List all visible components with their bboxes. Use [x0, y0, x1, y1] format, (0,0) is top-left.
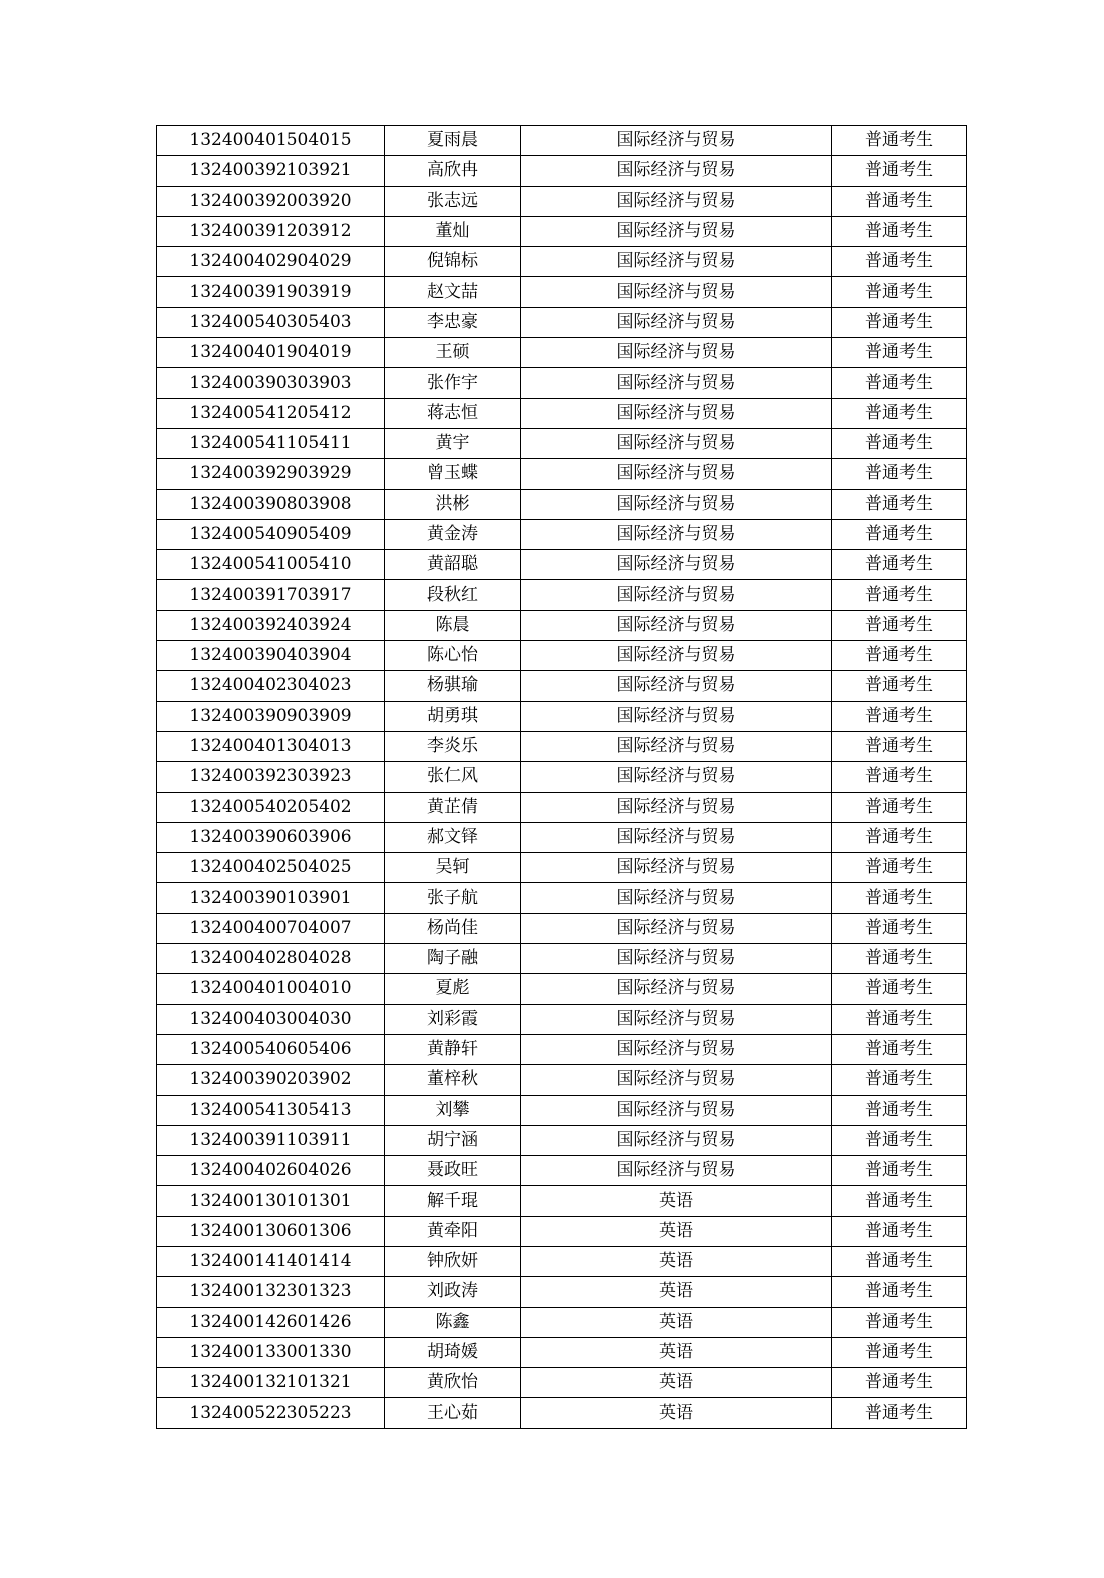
candidate-name-cell: 黄芷倩: [385, 792, 521, 822]
candidate-id-cell: 132400141401414: [157, 1246, 385, 1276]
major-cell: 国际经济与贸易: [521, 186, 832, 216]
major-cell: 国际经济与贸易: [521, 701, 832, 731]
table-row: [157, 1368, 967, 1398]
candidate-type-cell: 普通考生: [832, 610, 967, 640]
major-cell: 国际经济与贸易: [521, 550, 832, 580]
candidate-id-cell: 132400540305403: [157, 307, 385, 337]
candidate-id-cell: 132400390103901: [157, 883, 385, 913]
candidate-type-cell: 普通考生: [832, 1368, 967, 1398]
major-cell: 国际经济与贸易: [521, 883, 832, 913]
major-cell: 英语: [521, 1368, 832, 1398]
major-cell: 国际经济与贸易: [521, 519, 832, 549]
major-cell: 国际经济与贸易: [521, 247, 832, 277]
candidate-id-cell: 132400392403924: [157, 610, 385, 640]
candidate-name-cell: 董灿: [385, 216, 521, 246]
major-cell: 国际经济与贸易: [521, 641, 832, 671]
candidate-id-cell: 132400400704007: [157, 913, 385, 943]
major-cell: 国际经济与贸易: [521, 368, 832, 398]
major-cell: 国际经济与贸易: [521, 1156, 832, 1186]
major-cell: 国际经济与贸易: [521, 853, 832, 883]
candidate-id-cell: 132400401504015: [157, 126, 385, 156]
candidate-name-cell: 李炎乐: [385, 731, 521, 761]
table-row: [157, 731, 967, 761]
candidate-name-cell: 赵文喆: [385, 277, 521, 307]
candidate-id-cell: 132400390903909: [157, 701, 385, 731]
table-row: [157, 1307, 967, 1337]
candidate-type-cell: 普通考生: [832, 1065, 967, 1095]
table-row: [157, 398, 967, 428]
table-row: [157, 1337, 967, 1367]
candidate-type-cell: 普通考生: [832, 216, 967, 246]
table-row: [157, 519, 967, 549]
candidate-type-cell: 普通考生: [832, 338, 967, 368]
candidate-name-cell: 胡宁涵: [385, 1125, 521, 1155]
candidate-id-cell: 132400392303923: [157, 762, 385, 792]
major-cell: 国际经济与贸易: [521, 671, 832, 701]
major-cell: 国际经济与贸易: [521, 459, 832, 489]
candidate-id-cell: 132400142601426: [157, 1307, 385, 1337]
candidate-id-cell: 132400540905409: [157, 519, 385, 549]
candidate-id-cell: 132400132101321: [157, 1368, 385, 1398]
table-row: [157, 701, 967, 731]
table-row: [157, 974, 967, 1004]
candidate-id-cell: 132400392903929: [157, 459, 385, 489]
candidate-name-cell: 张子航: [385, 883, 521, 913]
candidate-type-cell: 普通考生: [832, 974, 967, 1004]
candidate-name-cell: 夏彪: [385, 974, 521, 1004]
table-row: [157, 1095, 967, 1125]
candidate-id-cell: 132400390203902: [157, 1065, 385, 1095]
table-row: [157, 853, 967, 883]
candidate-name-cell: 黄韶聪: [385, 550, 521, 580]
major-cell: 英语: [521, 1307, 832, 1337]
candidate-type-cell: 普通考生: [832, 1004, 967, 1034]
candidate-type-cell: 普通考生: [832, 762, 967, 792]
candidate-name-cell: 蒋志恒: [385, 398, 521, 428]
candidate-name-cell: 高欣冉: [385, 156, 521, 186]
candidate-type-cell: 普通考生: [832, 944, 967, 974]
table-row: [157, 368, 967, 398]
candidate-id-cell: 132400541005410: [157, 550, 385, 580]
candidate-id-cell: 132400402504025: [157, 853, 385, 883]
candidate-name-cell: 黄宇: [385, 428, 521, 458]
candidate-type-cell: 普通考生: [832, 126, 967, 156]
major-cell: 国际经济与贸易: [521, 1095, 832, 1125]
major-cell: 国际经济与贸易: [521, 216, 832, 246]
candidate-name-cell: 张志远: [385, 186, 521, 216]
candidate-type-cell: 普通考生: [832, 1216, 967, 1246]
table-row: [157, 156, 967, 186]
candidate-name-cell: 钟欣妍: [385, 1246, 521, 1276]
table-row: [157, 762, 967, 792]
candidate-name-cell: 黄静轩: [385, 1034, 521, 1064]
candidate-name-cell: 曾玉蝶: [385, 459, 521, 489]
candidate-type-cell: 普通考生: [832, 368, 967, 398]
candidate-id-cell: 132400403004030: [157, 1004, 385, 1034]
candidate-name-cell: 黄金涛: [385, 519, 521, 549]
candidate-id-cell: 132400390803908: [157, 489, 385, 519]
candidate-id-cell: 132400540205402: [157, 792, 385, 822]
table-row: [157, 1065, 967, 1095]
candidate-id-cell: 132400402904029: [157, 247, 385, 277]
table-row: [157, 186, 967, 216]
major-cell: 国际经济与贸易: [521, 1034, 832, 1064]
major-cell: 英语: [521, 1186, 832, 1216]
candidate-name-cell: 王硕: [385, 338, 521, 368]
candidate-type-cell: 普通考生: [832, 1307, 967, 1337]
candidate-type-cell: 普通考生: [832, 913, 967, 943]
major-cell: 英语: [521, 1337, 832, 1367]
table-row: [157, 641, 967, 671]
major-cell: 英语: [521, 1398, 832, 1428]
candidate-type-cell: 普通考生: [832, 1246, 967, 1276]
major-cell: 国际经济与贸易: [521, 277, 832, 307]
candidate-type-cell: 普通考生: [832, 1034, 967, 1064]
candidate-id-cell: 132400541105411: [157, 428, 385, 458]
candidate-name-cell: 张作宇: [385, 368, 521, 398]
candidate-type-cell: 普通考生: [832, 1186, 967, 1216]
candidate-table-body: [157, 126, 967, 1429]
candidate-id-cell: 132400401904019: [157, 338, 385, 368]
candidate-type-cell: 普通考生: [832, 428, 967, 458]
candidate-type-cell: 普通考生: [832, 641, 967, 671]
major-cell: 国际经济与贸易: [521, 580, 832, 610]
candidate-id-cell: 132400130101301: [157, 1186, 385, 1216]
candidate-name-cell: 张仁风: [385, 762, 521, 792]
major-cell: 国际经济与贸易: [521, 489, 832, 519]
table-row: [157, 944, 967, 974]
candidate-type-cell: 普通考生: [832, 1095, 967, 1125]
candidate-name-cell: 刘彩霞: [385, 1004, 521, 1034]
table-row: [157, 1034, 967, 1064]
candidate-name-cell: 吴轲: [385, 853, 521, 883]
candidate-name-cell: 陈鑫: [385, 1307, 521, 1337]
table-row: [157, 1216, 967, 1246]
candidate-type-cell: 普通考生: [832, 883, 967, 913]
candidate-name-cell: 刘政涛: [385, 1277, 521, 1307]
table-row: [157, 1125, 967, 1155]
candidate-type-cell: 普通考生: [832, 580, 967, 610]
candidate-id-cell: 132400391703917: [157, 580, 385, 610]
major-cell: 国际经济与贸易: [521, 398, 832, 428]
major-cell: 国际经济与贸易: [521, 762, 832, 792]
table-row: [157, 580, 967, 610]
table-row: [157, 307, 967, 337]
major-cell: 英语: [521, 1277, 832, 1307]
table-row: [157, 338, 967, 368]
candidate-id-cell: 132400402604026: [157, 1156, 385, 1186]
candidate-type-cell: 普通考生: [832, 489, 967, 519]
candidate-id-cell: 132400133001330: [157, 1337, 385, 1367]
table-row: [157, 277, 967, 307]
candidate-id-cell: 132400540605406: [157, 1034, 385, 1064]
table-row: [157, 822, 967, 852]
candidate-name-cell: 陈晨: [385, 610, 521, 640]
candidate-table: [156, 125, 967, 1429]
major-cell: 英语: [521, 1246, 832, 1276]
candidate-name-cell: 倪锦标: [385, 247, 521, 277]
candidate-id-cell: 132400390403904: [157, 641, 385, 671]
candidate-name-cell: 聂政旺: [385, 1156, 521, 1186]
candidate-name-cell: 李忠豪: [385, 307, 521, 337]
candidate-id-cell: 132400402304023: [157, 671, 385, 701]
table-row: [157, 428, 967, 458]
candidate-type-cell: 普通考生: [832, 277, 967, 307]
candidate-name-cell: 杨尚佳: [385, 913, 521, 943]
candidate-name-cell: 解千琨: [385, 1186, 521, 1216]
candidate-type-cell: 普通考生: [832, 792, 967, 822]
table-row: [157, 489, 967, 519]
candidate-type-cell: 普通考生: [832, 398, 967, 428]
major-cell: 国际经济与贸易: [521, 307, 832, 337]
table-row: [157, 1186, 967, 1216]
candidate-type-cell: 普通考生: [832, 853, 967, 883]
candidate-id-cell: 132400402804028: [157, 944, 385, 974]
table-row: [157, 1246, 967, 1276]
candidate-name-cell: 陶子融: [385, 944, 521, 974]
major-cell: 国际经济与贸易: [521, 126, 832, 156]
candidate-id-cell: 132400391903919: [157, 277, 385, 307]
table-row: [157, 216, 967, 246]
major-cell: 国际经济与贸易: [521, 1125, 832, 1155]
candidate-id-cell: 132400390303903: [157, 368, 385, 398]
candidate-type-cell: 普通考生: [832, 307, 967, 337]
candidate-id-cell: 132400130601306: [157, 1216, 385, 1246]
major-cell: 英语: [521, 1216, 832, 1246]
table-row: [157, 1004, 967, 1034]
candidate-type-cell: 普通考生: [832, 1398, 967, 1428]
candidate-id-cell: 132400392003920: [157, 186, 385, 216]
candidate-name-cell: 刘攀: [385, 1095, 521, 1125]
major-cell: 国际经济与贸易: [521, 822, 832, 852]
table-row: [157, 550, 967, 580]
candidate-type-cell: 普通考生: [832, 1125, 967, 1155]
candidate-name-cell: 黄欣怡: [385, 1368, 521, 1398]
candidate-name-cell: 陈心怡: [385, 641, 521, 671]
candidate-type-cell: 普通考生: [832, 671, 967, 701]
candidate-name-cell: 董梓秋: [385, 1065, 521, 1095]
major-cell: 国际经济与贸易: [521, 944, 832, 974]
candidate-type-cell: 普通考生: [832, 459, 967, 489]
table-row: [157, 1398, 967, 1428]
table-row: [157, 792, 967, 822]
candidate-id-cell: 132400541205412: [157, 398, 385, 428]
table-row: [157, 913, 967, 943]
candidate-type-cell: 普通考生: [832, 822, 967, 852]
table-row: [157, 1156, 967, 1186]
candidate-name-cell: 段秋红: [385, 580, 521, 610]
major-cell: 国际经济与贸易: [521, 974, 832, 1004]
candidate-type-cell: 普通考生: [832, 1156, 967, 1186]
candidate-name-cell: 黄牵阳: [385, 1216, 521, 1246]
candidate-name-cell: 王心茹: [385, 1398, 521, 1428]
candidate-id-cell: 132400392103921: [157, 156, 385, 186]
major-cell: 国际经济与贸易: [521, 428, 832, 458]
major-cell: 国际经济与贸易: [521, 338, 832, 368]
candidate-type-cell: 普通考生: [832, 519, 967, 549]
candidate-type-cell: 普通考生: [832, 731, 967, 761]
candidate-name-cell: 夏雨晨: [385, 126, 521, 156]
candidate-type-cell: 普通考生: [832, 186, 967, 216]
major-cell: 国际经济与贸易: [521, 792, 832, 822]
candidate-id-cell: 132400401304013: [157, 731, 385, 761]
candidate-id-cell: 132400390603906: [157, 822, 385, 852]
candidate-name-cell: 郝文铎: [385, 822, 521, 852]
candidate-id-cell: 132400132301323: [157, 1277, 385, 1307]
major-cell: 国际经济与贸易: [521, 1004, 832, 1034]
candidate-id-cell: 132400391203912: [157, 216, 385, 246]
table-row: [157, 610, 967, 640]
table-row: [157, 1277, 967, 1307]
candidate-id-cell: 132400522305223: [157, 1398, 385, 1428]
candidate-type-cell: 普通考生: [832, 701, 967, 731]
candidate-name-cell: 杨骐瑜: [385, 671, 521, 701]
candidate-name-cell: 胡勇琪: [385, 701, 521, 731]
table-row: [157, 883, 967, 913]
major-cell: 国际经济与贸易: [521, 156, 832, 186]
table-row: [157, 247, 967, 277]
candidate-type-cell: 普通考生: [832, 247, 967, 277]
table-row: [157, 126, 967, 156]
candidate-type-cell: 普通考生: [832, 156, 967, 186]
candidate-type-cell: 普通考生: [832, 1277, 967, 1307]
candidate-type-cell: 普通考生: [832, 1337, 967, 1367]
table-row: [157, 459, 967, 489]
major-cell: 国际经济与贸易: [521, 610, 832, 640]
candidate-name-cell: 洪彬: [385, 489, 521, 519]
major-cell: 国际经济与贸易: [521, 731, 832, 761]
candidate-id-cell: 132400401004010: [157, 974, 385, 1004]
candidate-name-cell: 胡琦媛: [385, 1337, 521, 1367]
table-row: [157, 671, 967, 701]
major-cell: 国际经济与贸易: [521, 1065, 832, 1095]
candidate-id-cell: 132400391103911: [157, 1125, 385, 1155]
candidate-id-cell: 132400541305413: [157, 1095, 385, 1125]
major-cell: 国际经济与贸易: [521, 913, 832, 943]
candidate-type-cell: 普通考生: [832, 550, 967, 580]
